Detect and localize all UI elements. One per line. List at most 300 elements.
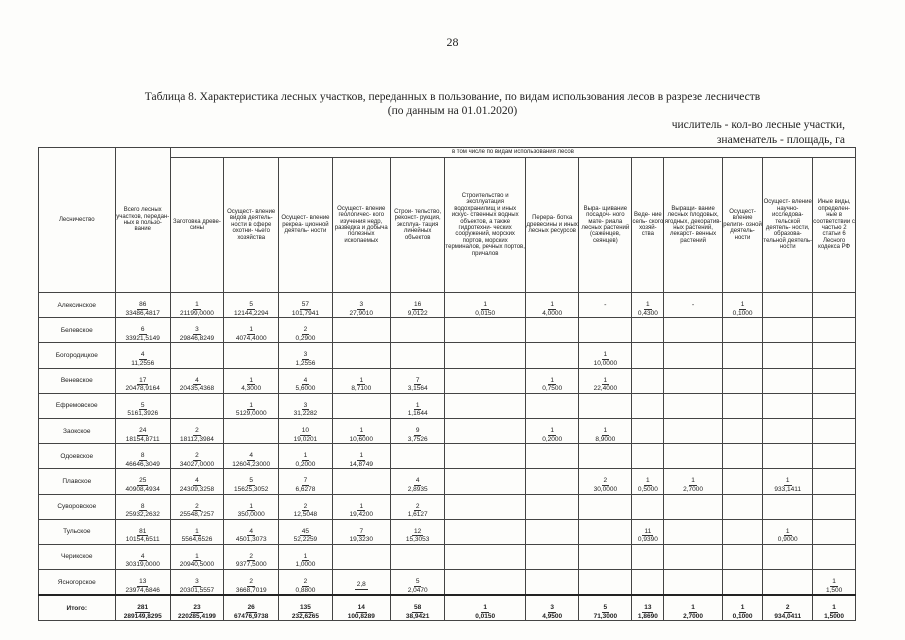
forestry-name: Черикское <box>39 544 116 569</box>
table-cell <box>579 494 632 519</box>
table-cell <box>813 368 856 393</box>
table-cell <box>224 293 279 318</box>
table-cell <box>115 544 170 569</box>
column-header: Выращи- вание лесных плодовых, ягодных, декоратив- ных растений, лекарст- венных растений <box>664 158 723 293</box>
area-ha: 24309,3258 <box>179 485 215 493</box>
fraction-value <box>541 604 563 620</box>
fraction-value <box>347 604 376 620</box>
plot-count: 5 <box>415 578 420 586</box>
fraction-value <box>125 427 161 443</box>
table-cell <box>526 444 579 469</box>
table-cell <box>579 318 632 343</box>
area-ha: 19,4200 <box>349 511 374 519</box>
table-row <box>39 343 856 368</box>
fraction-value <box>355 581 368 590</box>
area-ha: 19,3230 <box>349 536 374 544</box>
plot-count: 1 <box>249 401 253 409</box>
area-ha: 33486,4817 <box>125 309 160 317</box>
fraction-value <box>235 528 268 544</box>
fraction-value <box>474 301 496 317</box>
table-cell <box>722 318 762 343</box>
area-ha: 67476,9738 <box>234 612 269 620</box>
area-ha: 22,4000 <box>593 385 618 393</box>
plot-count: 12 <box>414 527 422 535</box>
table-cell <box>279 494 332 519</box>
table-cell <box>391 544 445 569</box>
table-cell <box>664 418 723 443</box>
table-cell <box>664 368 723 393</box>
fraction-value <box>773 604 802 620</box>
plot-count: 23 <box>193 604 201 612</box>
area-ha: 27,9010 <box>349 309 374 317</box>
table-cell <box>445 544 526 569</box>
plot-count: 2 <box>195 502 199 510</box>
fraction-value <box>125 503 161 519</box>
fraction-value <box>294 553 316 569</box>
table-cell <box>813 570 856 596</box>
table-cell <box>526 494 579 519</box>
plot-count: 3 <box>195 578 199 586</box>
fraction-value <box>637 604 659 620</box>
table-cell <box>115 343 170 368</box>
area-ha: 18112,3984 <box>180 435 214 443</box>
fraction-value <box>291 604 320 620</box>
area-ha: 8,7100 <box>351 385 372 393</box>
total-label: Итого: <box>39 595 116 621</box>
area-ha: 15,3053 <box>405 536 430 544</box>
fraction-value <box>637 528 659 544</box>
fraction-value <box>407 503 429 519</box>
table-cell <box>332 469 391 494</box>
table-cell <box>445 293 526 318</box>
area-ha: 232,6265 <box>291 612 319 620</box>
table-cell <box>632 393 664 418</box>
area-ha: 25932,2632 <box>125 511 160 519</box>
table-cell <box>445 393 526 418</box>
fraction-value <box>541 427 563 443</box>
table-cell <box>579 519 632 544</box>
area-ha: 0,2900 <box>295 334 316 342</box>
plot-count: 1 <box>195 552 199 560</box>
column-header: Осущест- вление рекреа- ционной деятель- ности <box>279 158 332 293</box>
plot-count: 1 <box>603 426 608 434</box>
table-cell <box>813 494 856 519</box>
column-header: Осущест- вление религи- озной деятель- ности <box>722 158 762 293</box>
total-row <box>39 595 856 621</box>
table-cell <box>332 544 391 569</box>
table-cell <box>526 318 579 343</box>
table-cell <box>224 368 279 393</box>
area-ha: 1,8690 <box>637 612 658 620</box>
table-cell <box>170 393 223 418</box>
table-cell <box>332 444 391 469</box>
plot-count: 45 <box>301 527 310 535</box>
plot-count: 2 <box>603 477 608 485</box>
table-row <box>39 544 856 569</box>
plot-count: 2 <box>195 426 199 434</box>
plot-count: 4 <box>195 477 199 485</box>
plot-count: 1 <box>249 326 253 334</box>
plot-count: 1 <box>249 376 253 384</box>
area-ha: 30,0000 <box>593 485 618 493</box>
area-ha: 4,9500 <box>542 612 563 620</box>
table-cell <box>279 318 332 343</box>
forestry-name: Суворовское <box>39 494 116 519</box>
area-ha: 934,0411 <box>774 612 802 620</box>
plot-count: 4 <box>140 552 145 560</box>
plot-count: 11 <box>644 527 652 535</box>
plot-count: 4 <box>140 351 145 359</box>
area-ha: 0,1000 <box>732 309 753 317</box>
table-cell <box>332 570 391 596</box>
table-cell <box>763 494 813 519</box>
table-cell <box>391 368 445 393</box>
fraction-value <box>235 578 268 594</box>
table-cell <box>391 494 445 519</box>
table-cell <box>279 418 332 443</box>
table-cell <box>579 544 632 569</box>
table-cell <box>279 469 332 494</box>
area-ha: 0,4300 <box>637 309 658 317</box>
table-cell <box>445 469 526 494</box>
fraction-value <box>349 427 375 443</box>
table-cell <box>763 418 813 443</box>
area-ha: 23974,6846 <box>125 586 160 594</box>
area-ha: 71,3000 <box>593 612 618 620</box>
header-total: Всего лесных участков, передан- ных в пользо- вание <box>115 148 170 293</box>
table-cell <box>115 318 170 343</box>
table-cell <box>170 469 223 494</box>
area-ha: 29846,8249 <box>179 334 215 342</box>
plot-count: 1 <box>359 376 364 384</box>
fraction-value <box>130 351 155 367</box>
table-cell <box>115 293 170 318</box>
table-cell <box>170 418 223 443</box>
table-row <box>39 519 856 544</box>
fraction-value <box>125 452 161 468</box>
area-ha: 14,8749 <box>349 460 374 468</box>
table-cell <box>115 368 170 393</box>
fraction-value <box>235 326 268 342</box>
table-cell <box>722 418 762 443</box>
table-cell <box>445 318 526 343</box>
table-cell <box>445 595 526 621</box>
table-cell <box>224 343 279 368</box>
plot-count: 1 <box>195 527 199 535</box>
area-ha: 3668,7019 <box>235 586 267 594</box>
table-row <box>39 570 856 596</box>
table-cell <box>224 494 279 519</box>
plot-count: 7 <box>415 376 420 384</box>
fraction-value <box>125 301 161 317</box>
fraction-value <box>179 553 215 569</box>
table-cell <box>722 570 762 596</box>
table-cell <box>664 570 723 596</box>
table-cell <box>445 444 526 469</box>
forestry-name: Веневское <box>39 368 116 393</box>
table-cell <box>813 444 856 469</box>
fraction-value <box>294 351 316 367</box>
fraction-value <box>125 528 161 544</box>
column-header: Осущест- вление видов деятель- ности в сфере охотни- чьего хозяйства <box>224 158 279 293</box>
plot-count: 1 <box>832 578 836 586</box>
table-cell <box>279 393 332 418</box>
table-cell <box>279 519 332 544</box>
table-cell <box>391 444 445 469</box>
table-cell <box>224 444 279 469</box>
table-cell <box>722 494 762 519</box>
table-cell <box>391 393 445 418</box>
table-cell <box>579 444 632 469</box>
plot-count: 1 <box>303 552 308 560</box>
area-ha: 0,0150 <box>475 309 496 317</box>
fraction-value <box>126 402 159 418</box>
plot-count: 10 <box>301 426 310 434</box>
plot-count: 2,8 <box>356 581 366 589</box>
plot-count: 16 <box>414 301 422 308</box>
area-ha: 40908,4934 <box>125 485 160 493</box>
area-ha: 25548,7257 <box>179 511 215 519</box>
forestry-name: Плавское <box>39 469 116 494</box>
table-row <box>39 368 856 393</box>
table-cell <box>391 318 445 343</box>
plot-count: 1 <box>550 426 554 434</box>
forestry-name: Ефремовское <box>39 393 116 418</box>
table-row <box>39 418 856 443</box>
forest-use-table <box>38 147 856 621</box>
table-cell <box>763 519 813 544</box>
plot-count: 1 <box>359 426 364 434</box>
area-ha: 31,2282 <box>293 410 318 418</box>
area-ha: 5,6000 <box>295 385 316 393</box>
plot-count: 86 <box>139 301 147 308</box>
plot-count: 9 <box>415 426 420 434</box>
table-cell <box>664 544 723 569</box>
table-cell <box>170 368 223 393</box>
table-cell <box>763 544 813 569</box>
area-ha: 4074,4000 <box>235 334 267 342</box>
area-ha: 1,0000 <box>295 561 316 569</box>
column-header: Иные виды, определен- ные в соответствии с частью 2 статьи 6 Лесного кодекса РФ <box>813 158 856 293</box>
table-cell <box>722 519 762 544</box>
table-cell <box>332 393 391 418</box>
fraction-value <box>407 427 429 443</box>
plot-count: 81 <box>139 527 147 535</box>
table-cell <box>526 519 579 544</box>
table-cell <box>763 343 813 368</box>
fraction-value <box>541 377 563 393</box>
table-cell <box>722 368 762 393</box>
table-cell <box>632 544 664 569</box>
plot-count: 1 <box>785 477 790 485</box>
plot-count: 26 <box>247 604 255 612</box>
fraction-value <box>593 477 619 493</box>
column-header: Веде- ние сель- ского хозяй- ства <box>632 158 664 293</box>
table-cell <box>332 293 391 318</box>
fraction-value <box>231 452 271 468</box>
table-row <box>39 293 856 318</box>
area-ha: 34027,0000 <box>179 460 215 468</box>
plot-count: 7 <box>359 527 364 535</box>
area-ha: 5129,0000 <box>235 410 267 418</box>
area-ha: 38,9421 <box>405 612 430 620</box>
table-cell <box>279 293 332 318</box>
plot-count: 1 <box>415 401 420 409</box>
area-ha: 0,8800 <box>295 586 316 594</box>
table-cell <box>813 469 856 494</box>
fraction-value <box>637 301 659 317</box>
plot-count: 1 <box>603 376 608 384</box>
plot-count: 5 <box>249 477 253 485</box>
plot-count: 2 <box>303 502 308 510</box>
table-row <box>39 393 856 418</box>
fraction-value <box>125 477 161 493</box>
table-cell <box>722 469 762 494</box>
column-header: Осущест- вление геологичес- кого изучения недр, разведка и добыча полезных ископаемых <box>332 158 391 293</box>
table-cell <box>115 393 170 418</box>
fraction-value <box>349 301 375 317</box>
plot-count: 5 <box>249 301 253 308</box>
table-cell <box>632 368 664 393</box>
table-cell <box>332 343 391 368</box>
plot-count: 2 <box>415 502 420 510</box>
area-ha: 100,8289 <box>347 612 375 620</box>
fraction-value <box>405 528 431 544</box>
table-cell <box>813 544 856 569</box>
area-ha: 0,9000 <box>777 536 798 544</box>
table-cell <box>170 444 223 469</box>
table-cell <box>115 570 170 596</box>
area-ha: 2,0470 <box>407 586 428 594</box>
area-ha: 5161,3926 <box>127 410 159 418</box>
table-cell <box>763 393 813 418</box>
plot-count: 1 <box>550 301 554 308</box>
table-cell <box>632 343 664 368</box>
table-cell <box>722 444 762 469</box>
area-ha: 350,0000 <box>237 511 265 519</box>
fraction-value <box>349 528 375 544</box>
plot-count: 8 <box>140 452 145 460</box>
plot-count: 4 <box>249 452 253 460</box>
fraction-value <box>637 477 659 493</box>
plot-count: 3 <box>195 326 199 334</box>
fraction-value <box>177 604 217 620</box>
area-ha: 30319,0000 <box>125 561 160 569</box>
fraction-value <box>732 301 754 317</box>
plot-count: 8 <box>140 502 145 510</box>
area-ha: 2,8935 <box>407 485 428 493</box>
table-row <box>39 469 856 494</box>
area-ha: 11,2556 <box>131 359 155 367</box>
fraction-value <box>179 477 215 493</box>
table-cell <box>813 418 856 443</box>
plot-count: 17 <box>139 376 147 384</box>
fraction-value <box>594 427 616 443</box>
table-cell <box>722 343 762 368</box>
table-cell <box>170 595 223 621</box>
fraction-value <box>293 528 319 544</box>
table-cell <box>664 494 723 519</box>
plot-count: 14 <box>357 604 365 612</box>
fraction-value <box>407 377 429 393</box>
plot-count: 1 <box>646 301 650 308</box>
table-cell <box>722 293 762 318</box>
plot-count: 2 <box>249 552 253 560</box>
table-cell <box>224 544 279 569</box>
fraction-value <box>405 604 431 620</box>
column-header: Перера- ботка древесины и иных лесных ресурсов <box>526 158 579 293</box>
area-ha: 33921,5149 <box>125 334 160 342</box>
fraction-value <box>293 427 319 443</box>
table-cell <box>813 519 856 544</box>
fraction-value <box>294 452 316 468</box>
forestry-name: Тульское <box>39 519 116 544</box>
fraction-value <box>349 503 375 519</box>
fraction-value <box>474 604 496 620</box>
fraction-value <box>125 377 161 393</box>
area-ha: 12604,23000 <box>232 460 271 468</box>
table-cell <box>526 393 579 418</box>
fraction-value <box>291 301 320 317</box>
fraction-value <box>179 452 215 468</box>
area-ha: 1,5000 <box>824 612 845 620</box>
fraction-value <box>407 301 429 317</box>
dash-mark: - <box>604 301 607 309</box>
plot-count: 3 <box>303 401 308 409</box>
table-cell <box>664 318 723 343</box>
plot-count: 2 <box>303 326 308 334</box>
area-ha: 0,9390 <box>637 536 658 544</box>
fraction-value <box>593 377 619 393</box>
table-cell <box>332 368 391 393</box>
header-usage-types: в том числе по видам использования лесов <box>170 148 855 158</box>
fraction-value <box>233 301 269 317</box>
table-cell <box>664 519 723 544</box>
table-cell <box>579 418 632 443</box>
table-cell <box>763 293 813 318</box>
fraction-value <box>823 604 845 620</box>
area-ha: 1,500 <box>825 586 843 594</box>
plot-count: 1 <box>691 477 695 485</box>
plot-count: 3 <box>359 301 364 308</box>
plot-count: 2 <box>785 604 790 612</box>
area-ha: 8,9000 <box>595 435 616 443</box>
table-cell <box>632 595 664 621</box>
table-cell <box>224 393 279 418</box>
area-ha: 1,6127 <box>407 511 428 519</box>
table-cell <box>632 418 664 443</box>
table-cell <box>632 469 664 494</box>
table-cell <box>332 519 391 544</box>
table-cell <box>115 418 170 443</box>
area-ha: 0,0150 <box>475 612 496 620</box>
table-cell <box>813 393 856 418</box>
page-number: 28 <box>446 35 459 49</box>
plot-count: 6 <box>140 326 145 334</box>
table-cell <box>579 393 632 418</box>
fraction-value <box>179 326 215 342</box>
table-cell <box>526 469 579 494</box>
table-cell <box>279 368 332 393</box>
table-cell <box>279 343 332 368</box>
table-row <box>39 494 856 519</box>
table-cell <box>279 595 332 621</box>
area-ha: 20478,9164 <box>125 385 160 393</box>
table-cell <box>526 418 579 443</box>
plot-count: 1 <box>303 452 308 460</box>
area-ha: 12,5048 <box>293 511 318 519</box>
area-ha: 20940,5000 <box>179 561 215 569</box>
